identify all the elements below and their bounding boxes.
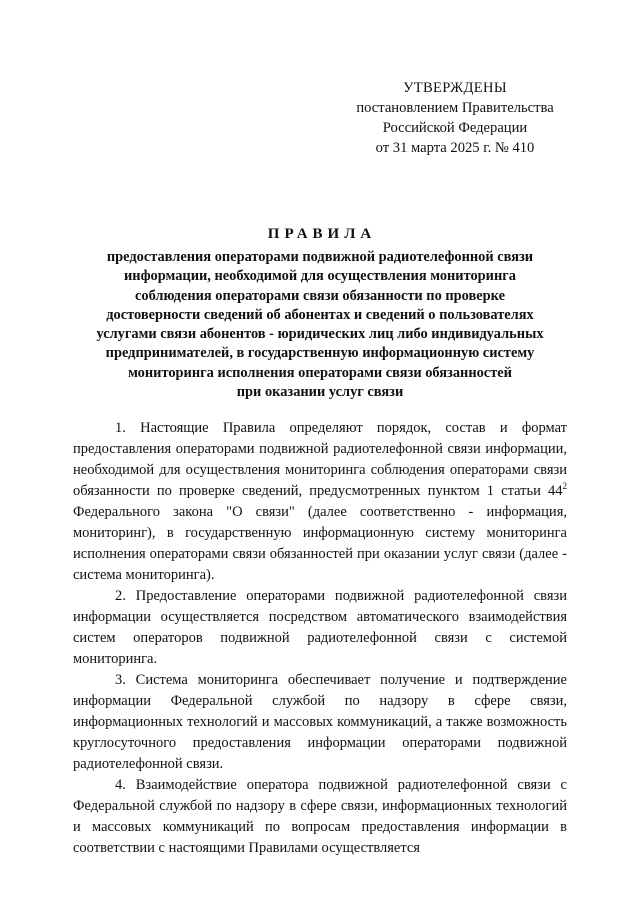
paragraph-3: 3. Система мониторинга обеспечивает получение и подтверждение информации Федеральной службой по надзору в сфере связи, информационных технологий и массовых коммуникаций, а также возможность круглосуточного предоставления информации операторами подвижной радиотелефонной связи. [73, 672, 567, 772]
subtitle-line: соблюдения операторами связи обязанности по проверке [134, 287, 505, 304]
article-superscript: 2 [562, 481, 567, 492]
subtitle-line: информации, необходимой для осуществления мониторинга [124, 268, 516, 285]
approval-line: Российской Федерации [382, 120, 528, 136]
subtitle-line: услугами связи абонентов - юридических лиц либо индивидуальных [96, 326, 544, 343]
paragraph-4: 4. Взаимодействие оператора подвижной радиотелефонной связи с Федеральной службой по надзору в сфере связи, информационных технологий и массовых коммуникаций по вопросам предоставления информации в соответствии с настоящими Правилами осуществляется [73, 777, 567, 856]
subtitle-line: достоверности сведений об абонентах и сведений о пользователях [106, 306, 534, 323]
paragraph-1 [73, 418, 567, 586]
paragraph-1-text-cont: Федерального закона "О связи" (далее соответственно - информация, мониторинг), в государственную информационную систему мониторинга исполнения операторами связи обязанностей при оказании услуг связи (далее - система мониторинга). [73, 504, 567, 583]
document-body [73, 418, 567, 859]
subtitle-line: предпринимателей, в государственную информационную систему [105, 345, 535, 362]
paragraph-1-text: 1. Настоящие Правила определяют порядок, состав и формат предоставления операторами подвижной радиотелефонной связи информации, необходимой для осуществления мониторинга соблюдения операторами связи обязанности по проверке сведений, предусмотренных пунктом 1 статьи 44 [73, 420, 567, 499]
subtitle-line: мониторинга исполнения операторами связи обязанностей [128, 364, 512, 381]
paragraph-2: 2. Предоставление операторами подвижной радиотелефонной связи информации осуществляется посредством автоматического взаимодействия систем операторов подвижной радиотелефонной связи с системой мониторинга. [73, 588, 567, 667]
document-subtitle [60, 248, 580, 402]
approval-stamp: УТВЕРЖДЕНЫ [403, 80, 507, 96]
approval-block [340, 78, 570, 158]
subtitle-line: при оказании услуг связи [236, 384, 404, 401]
approval-line: постановлением Правительства [356, 100, 554, 116]
subtitle-line: предоставления операторами подвижной радиотелефонной связи [106, 249, 534, 265]
approval-date: от 31 марта 2025 г. № 410 [375, 140, 535, 156]
document-title: ПРАВИЛА [267, 226, 377, 242]
